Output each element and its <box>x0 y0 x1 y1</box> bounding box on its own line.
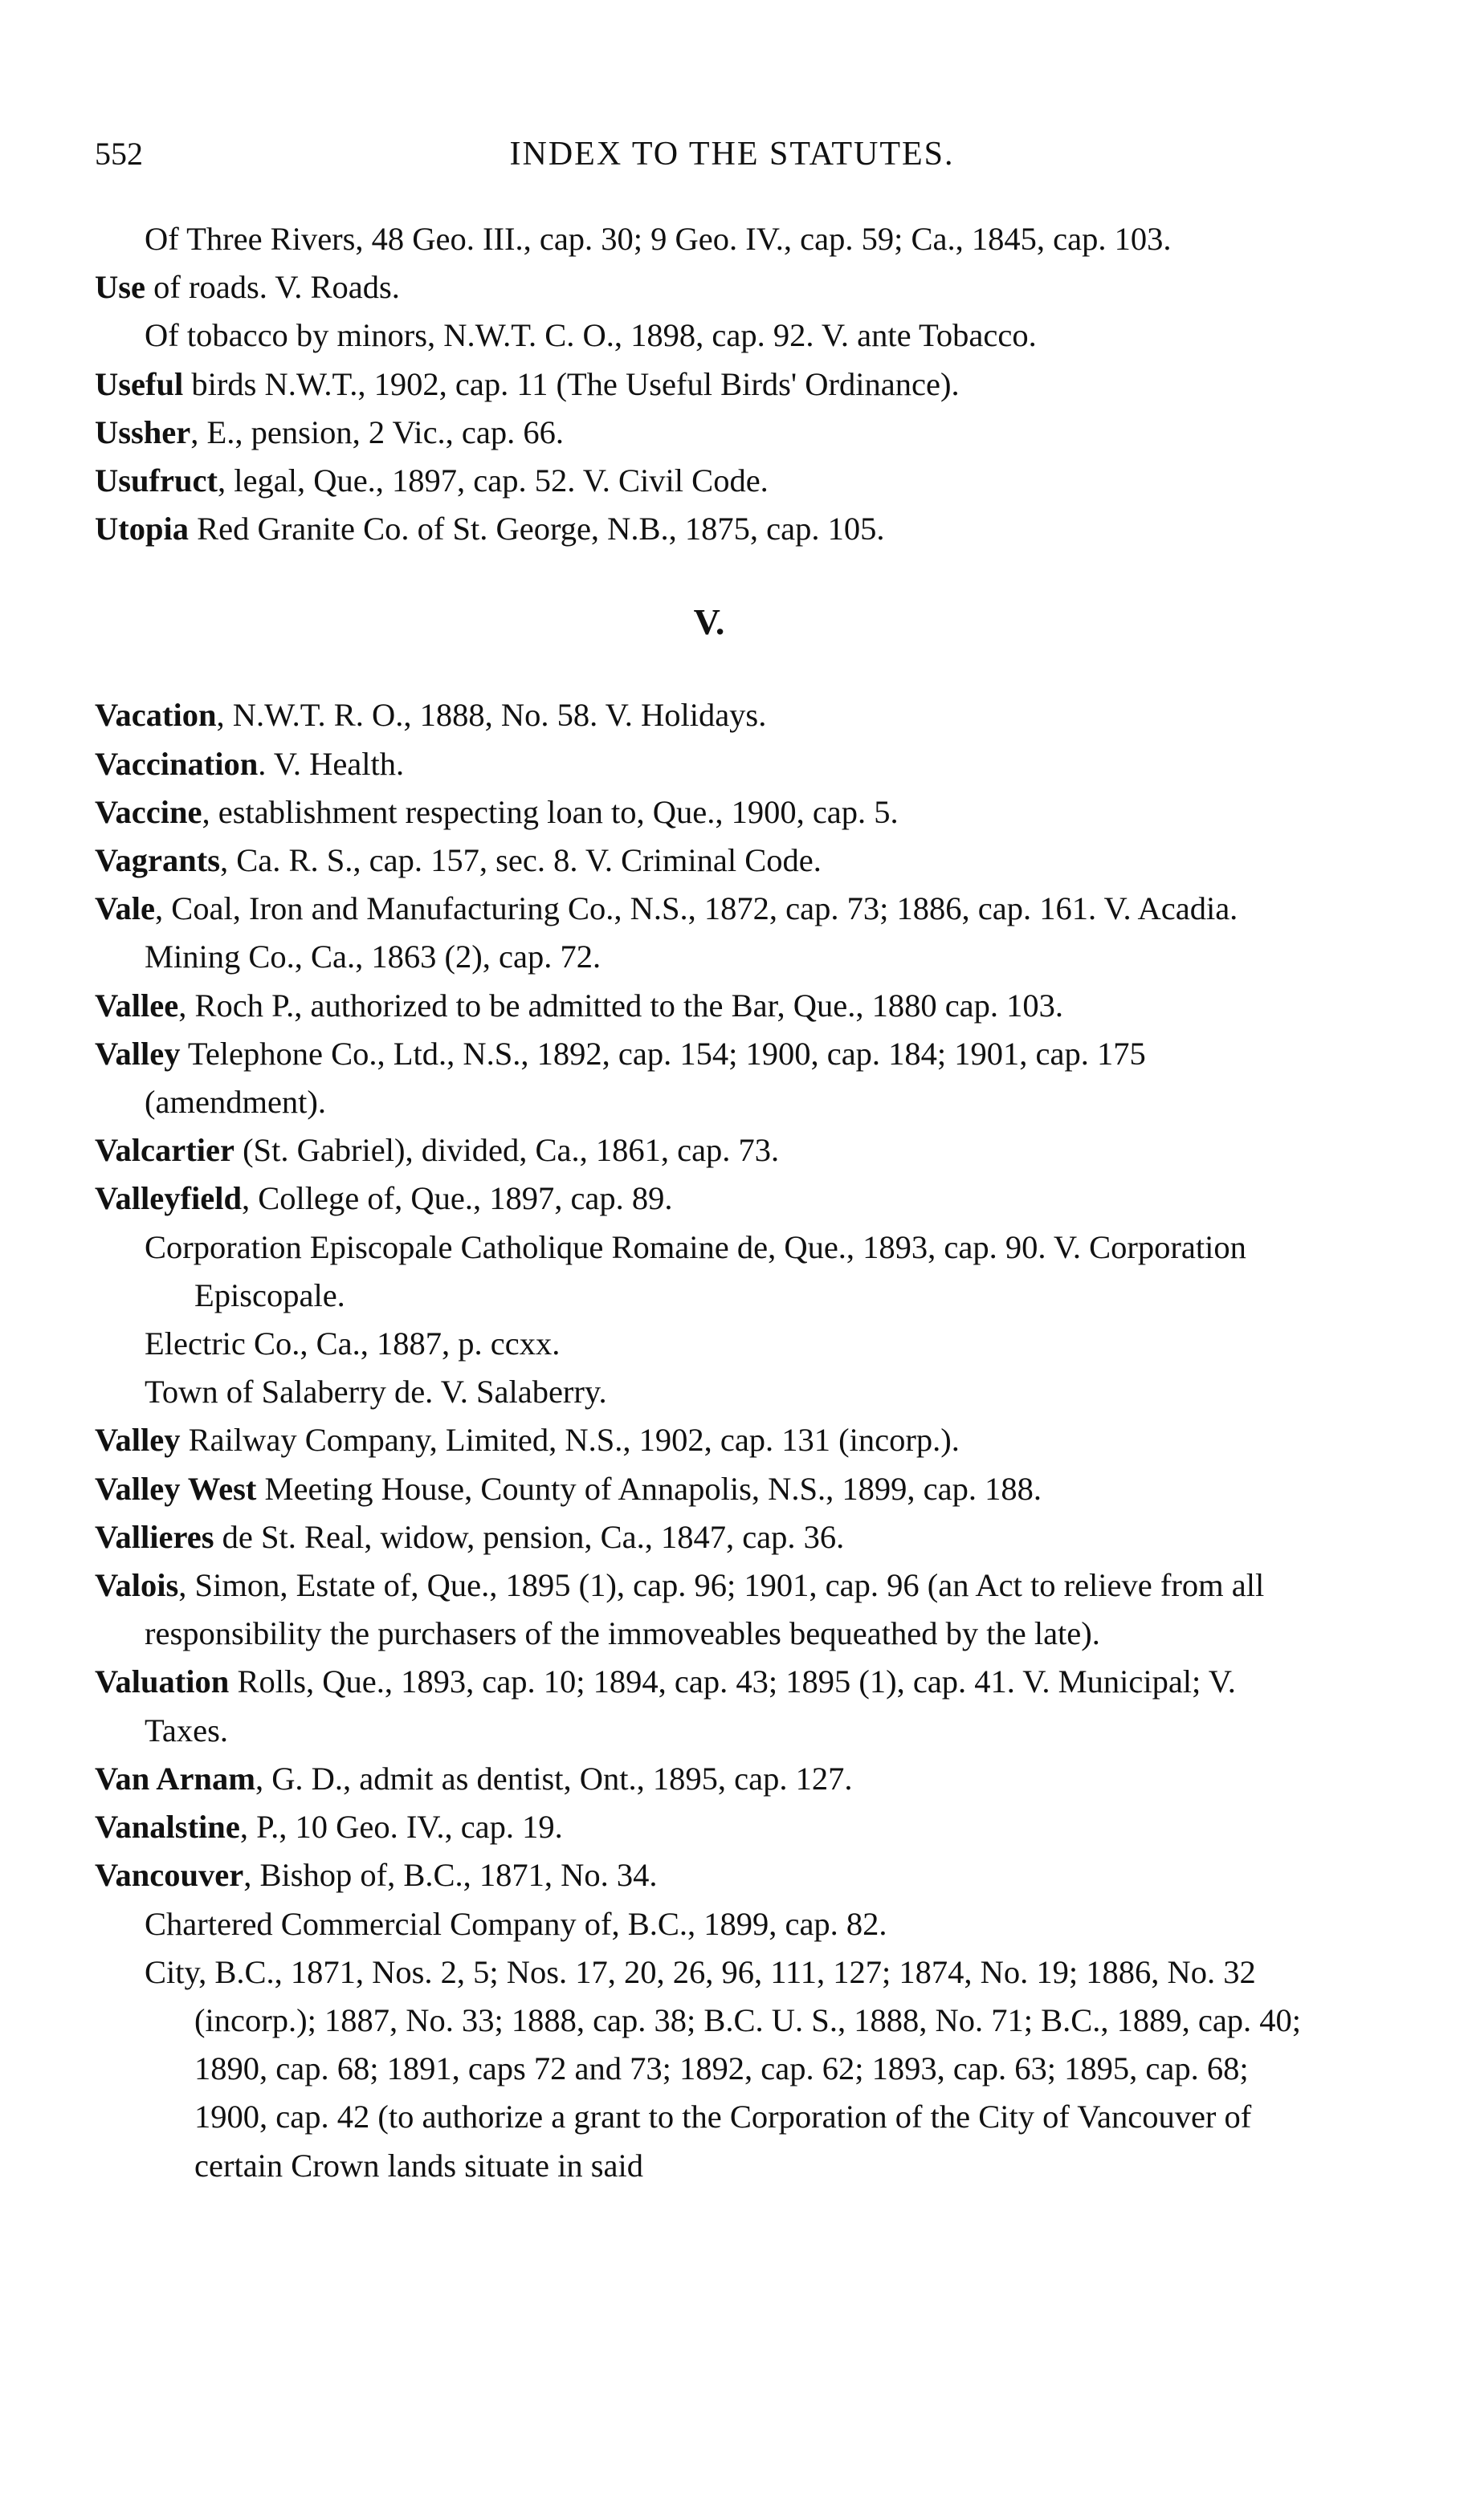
entry-text: Telephone Co., Ltd., N.S., 1892, cap. 154; 1900, cap. 184; 1901, cap. 175 (amendment). <box>145 1035 1146 1121</box>
index-entry <box>95 505 1323 553</box>
index-entry <box>95 409 1323 457</box>
entry-text: , N.W.T. R. O., 1888, No. 58. V. Holidays. <box>216 697 767 734</box>
entry-headword: Valley <box>95 1035 181 1072</box>
entry-headword: Vancouver <box>95 1857 244 1894</box>
entry-text: Mining Co., Ca., 1863 (2), cap. 72. <box>145 938 602 975</box>
index-entry <box>95 1851 1323 1899</box>
entry-headword: Vanalstine <box>95 1809 240 1846</box>
entry-text: birds N.W.T., 1902, cap. 11 (The Useful Birds' Ordinance). <box>183 365 960 402</box>
entry-headword: Vallieres <box>95 1518 214 1555</box>
index-entry <box>95 691 1323 739</box>
index-entry <box>95 1175 1323 1223</box>
entry-headword: Usufruct <box>95 462 218 499</box>
index-entry <box>95 740 1323 788</box>
entry-headword: Valley West <box>95 1470 257 1507</box>
section-letter-v: V. <box>693 601 725 643</box>
entry-text: , Coal, Iron and Manufacturing Co., N.S., 1872, cap. 73; 1886, cap. 161. V. Acadia. <box>155 890 1238 927</box>
entry-text: , E., pension, 2 Vic., cap. 66. <box>190 413 564 450</box>
entry-text: , establishment respecting loan to, Que., 1900, cap. 5. <box>202 793 899 830</box>
running-head: INDEX TO THE STATUTES. <box>509 136 955 173</box>
entry-headword: Valuation <box>95 1663 230 1700</box>
entries-v <box>95 691 1323 2189</box>
entry-text: , Ca. R. S., cap. 157, sec. 8. V. Criminal Code. <box>220 842 822 879</box>
entry-text: , G. D., admit as dentist, Ont., 1895, cap. 127. <box>255 1760 853 1797</box>
entry-headword: Vallee <box>95 987 179 1024</box>
page-number: 552 <box>95 136 143 172</box>
entry-headword: Valois <box>95 1567 179 1604</box>
index-body <box>95 215 1323 2190</box>
entry-text: Town of Salaberry de. V. Salaberry. <box>145 1374 607 1411</box>
index-entry <box>95 457 1323 505</box>
index-entry <box>95 1513 1323 1561</box>
entry-text: Of tobacco by minors, N.W.T. C. O., 1898, cap. 92. V. ante Tobacco. <box>145 317 1037 354</box>
index-entry <box>95 311 1323 360</box>
entry-text: Meeting House, County of Annapolis, N.S., 1899, cap. 188. <box>256 1470 1042 1507</box>
index-entry <box>95 1030 1323 1126</box>
entry-headword: Valcartier <box>95 1132 234 1169</box>
index-entry <box>95 1948 1323 2190</box>
entry-text: de St. Real, widow, pension, Ca., 1847, cap. 36. <box>214 1518 845 1555</box>
entry-headword: Vacation <box>95 697 217 734</box>
entry-text: , Roch P., authorized to be admitted to the Bar, Que., 1880 cap. 103. <box>178 987 1064 1024</box>
entry-headword: Use <box>95 269 145 306</box>
index-entry <box>95 360 1323 409</box>
index-entry <box>95 982 1323 1030</box>
index-entry <box>95 1368 1323 1416</box>
entry-headword: Van Arnam <box>95 1760 255 1797</box>
entry-text: , legal, Que., 1897, cap. 52. V. Civil Code. <box>217 462 769 499</box>
entries-u <box>95 215 1323 553</box>
entry-text: (St. Gabriel), divided, Ca., 1861, cap. 73. <box>234 1132 780 1169</box>
index-entry <box>95 1755 1323 1803</box>
entry-text: , College of, Que., 1897, cap. 89. <box>242 1180 673 1217</box>
entry-text: Chartered Commercial Company of, B.C., 1899, cap. 82. <box>145 1905 887 1942</box>
index-entry <box>95 1223 1323 1320</box>
entry-headword: Vale <box>95 890 156 927</box>
entry-text: , Simon, Estate of, Que., 1895 (1), cap. 96; 1901, cap. 96 (an Act to relieve from all responsibility the purchasers of the immoveables bequeathed by the late). <box>145 1567 1265 1652</box>
entry-text: Of Three Rivers, 48 Geo. III., cap. 30; 9 Geo. IV., cap. 59; Ca., 1845, cap. 103. <box>145 221 1172 257</box>
index-entry <box>95 1803 1323 1851</box>
index-entry <box>95 215 1323 263</box>
entry-headword: Vaccination <box>95 745 259 782</box>
index-entry <box>95 1900 1323 1948</box>
entry-headword: Valleyfield <box>95 1180 243 1217</box>
entry-headword: Vaccine <box>95 793 202 830</box>
index-entry <box>95 1658 1323 1754</box>
entry-headword: Useful <box>95 365 184 402</box>
entry-headword: Ussher <box>95 413 191 450</box>
index-entry <box>95 885 1323 933</box>
entry-text: Corporation Episcopale Catholique Romaine de, Que., 1893, cap. 90. V. Corporation Episcopale. <box>145 1228 1246 1313</box>
entry-text: . V. Health. <box>258 745 405 782</box>
entry-text: City, B.C., 1871, Nos. 2, 5; Nos. 17, 20, 26, 96, 111, 127; 1874, No. 19; 1886, No. 32 (incorp.); 1887, No. 33; 1888, cap. 38; B.C. U. S., 1888, No. 71; B.C., 1889, cap. 40; 1890, cap. 68; 1891, caps 72 and 73; 1892, cap. 62; 1893, cap. 63; 1895, cap. 68; 1900, cap. 42 (to authorize a grant to the Corporation of the City of Vancouver of certain Crown lands situate in said <box>145 1953 1302 2184</box>
entry-text: Rolls, Que., 1893, cap. 10; 1894, cap. 43; 1895 (1), cap. 41. V. Municipal; V. Taxes. <box>145 1663 1236 1749</box>
entry-text: Red Granite Co. of St. George, N.B., 1875, cap. 105. <box>189 511 885 548</box>
index-entry <box>95 1561 1323 1658</box>
index-entry <box>95 1416 1323 1464</box>
entry-text: Electric Co., Ca., 1887, p. ccxx. <box>145 1325 561 1362</box>
entry-headword: Utopia <box>95 511 190 548</box>
entry-text: of roads. V. Roads. <box>145 269 400 306</box>
index-entry <box>95 1465 1323 1513</box>
entry-headword: Valley <box>95 1422 181 1459</box>
index-entry <box>95 788 1323 837</box>
entry-text: Railway Company, Limited, N.S., 1902, cap. 131 (incorp.). <box>180 1422 960 1459</box>
entry-headword: Vagrants <box>95 842 221 879</box>
index-entry <box>95 263 1323 311</box>
index-entry <box>95 1126 1323 1175</box>
index-entry <box>95 933 1323 981</box>
index-entry <box>95 1320 1323 1368</box>
entry-text: , P., 10 Geo. IV., cap. 19. <box>239 1809 563 1846</box>
index-entry <box>95 837 1323 885</box>
entry-text: , Bishop of, B.C., 1871, No. 34. <box>243 1857 658 1894</box>
